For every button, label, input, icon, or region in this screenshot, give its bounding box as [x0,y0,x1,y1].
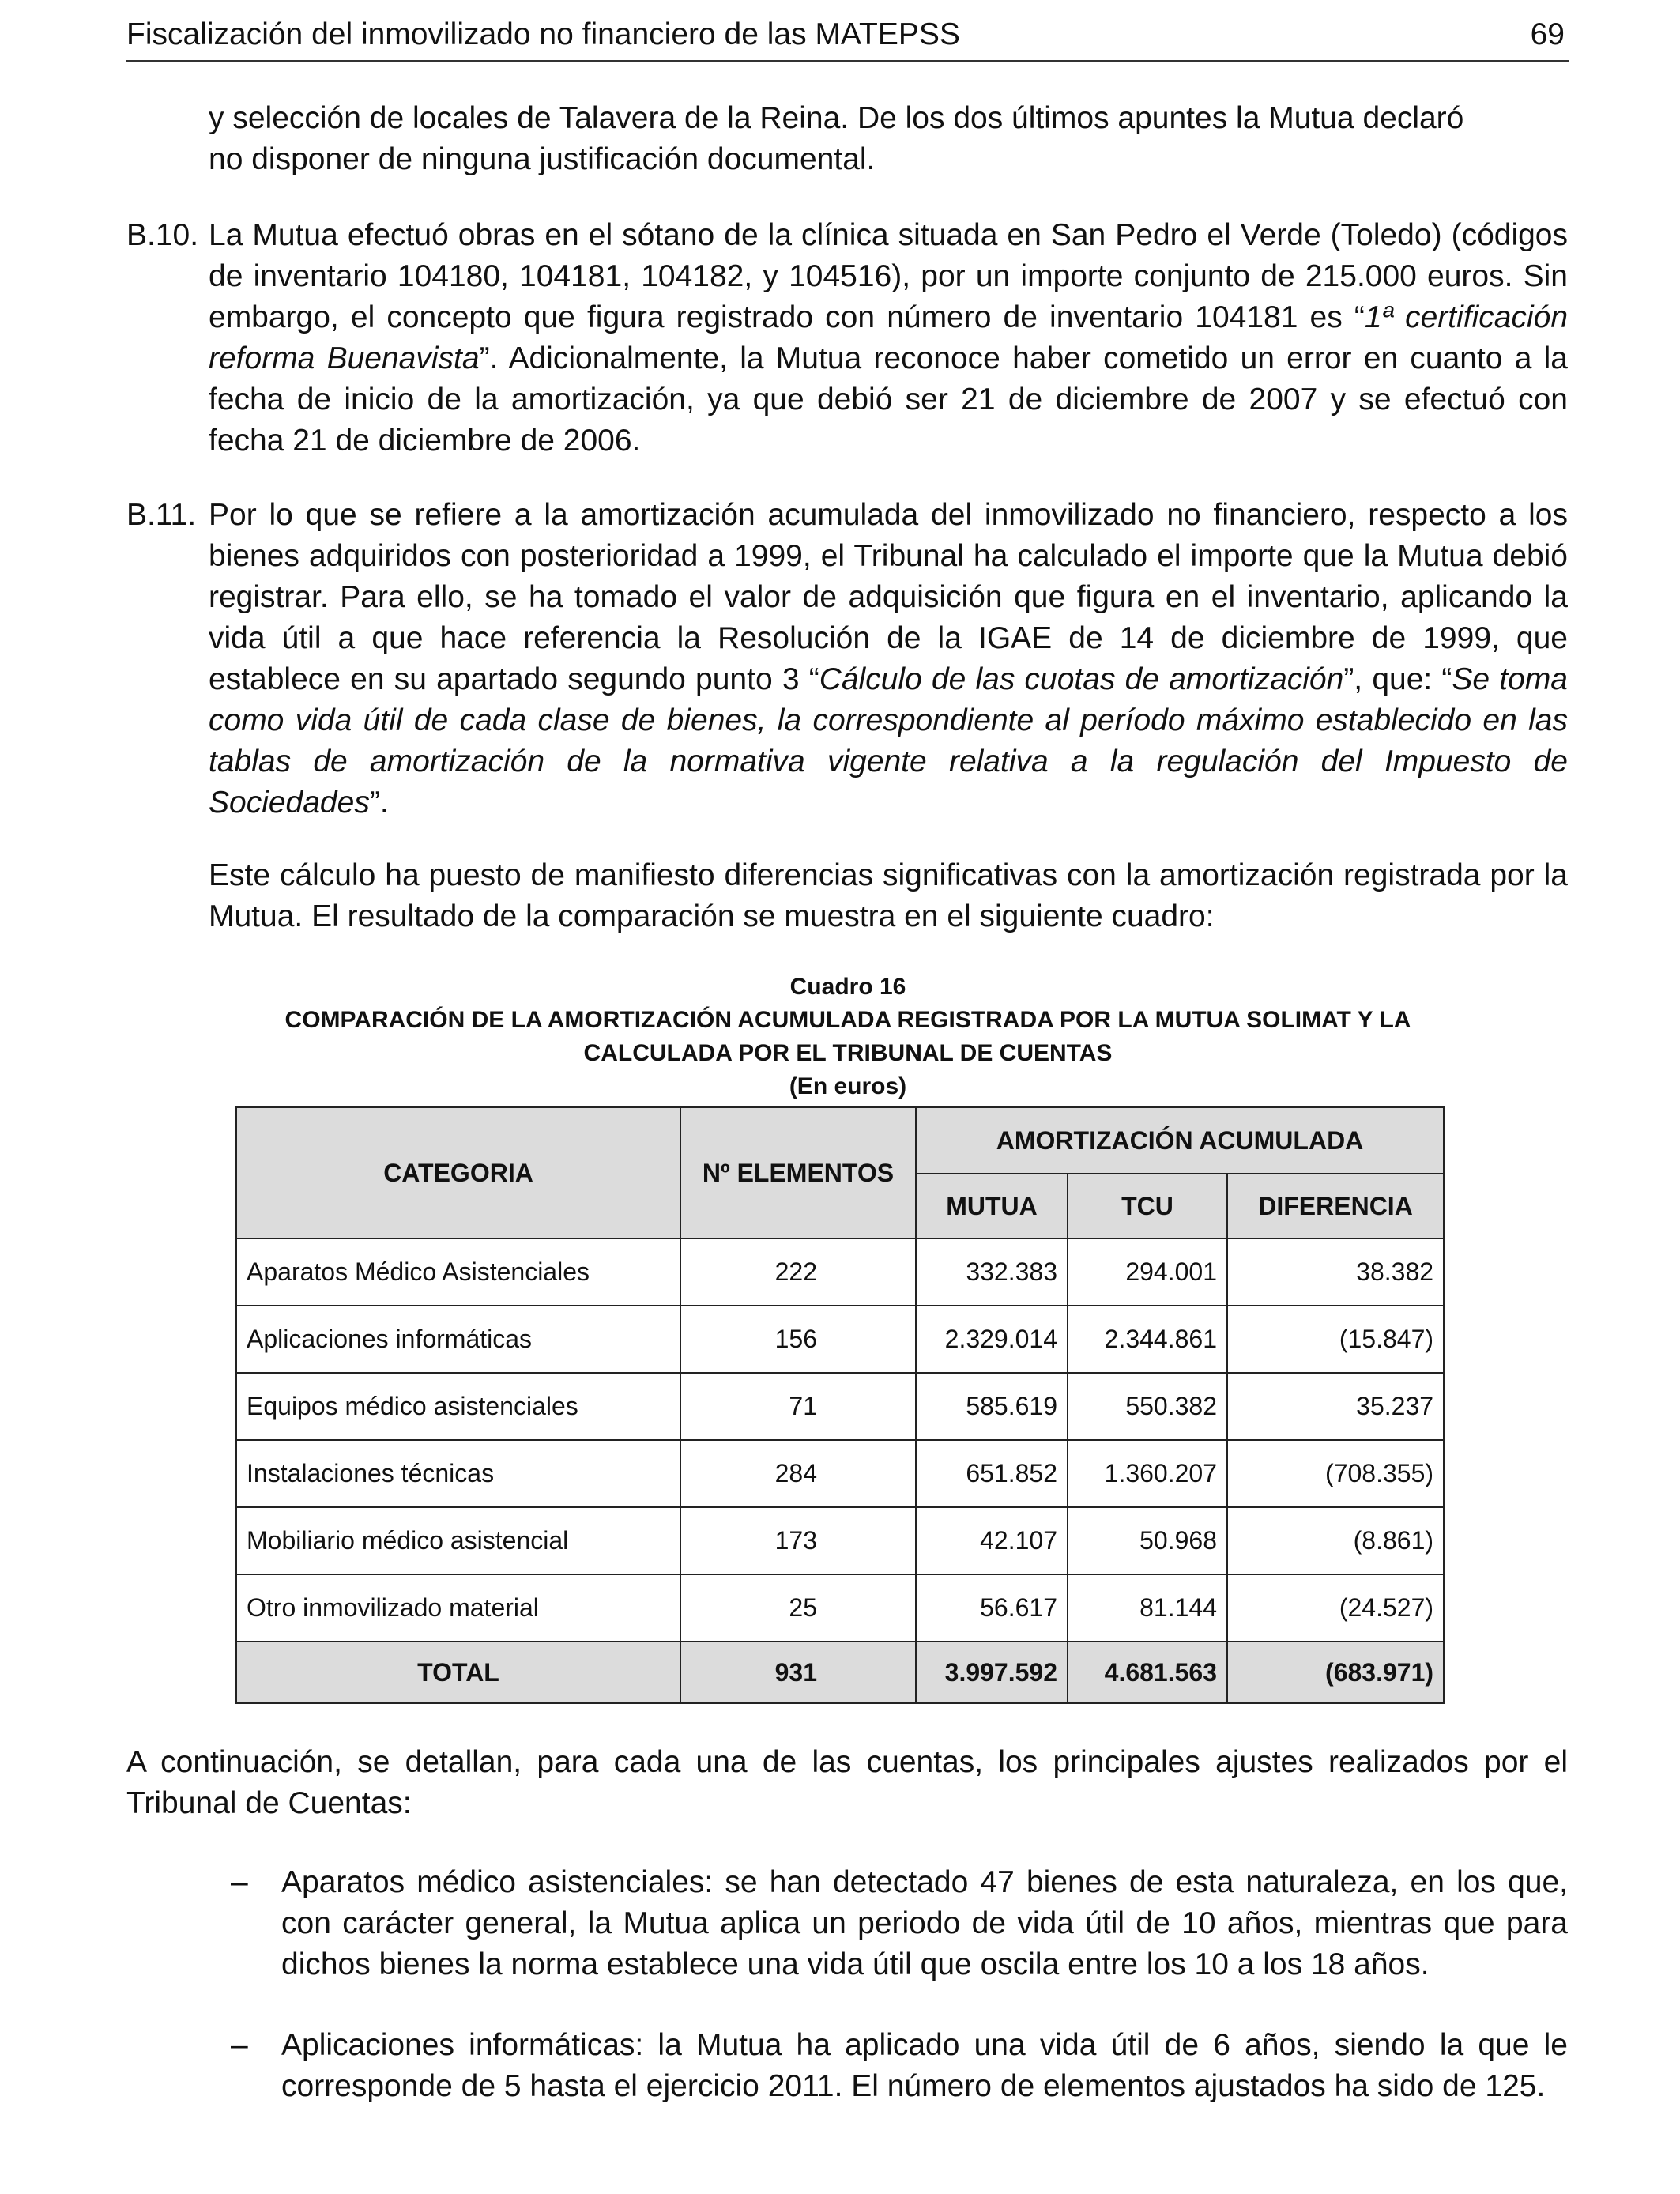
cell-categoria: Otro inmovilizado material [236,1574,680,1642]
table-row [236,1238,1444,1306]
b11-italic-1: Cálculo de las cuotas de amortización [819,662,1344,696]
intro-paragraph [209,98,1568,180]
table-row [236,1574,1444,1642]
b10-text-2: ”. Adicionalmente, la Mutua reconoce haber cometido un error en cuanto a la fecha de inicio de la amortización, ya que debió ser 21 de diciembre de 2007 y se efectuó con fecha 21 de diciembre de 2006. [209,341,1568,458]
cell-mutua: 651.852 [916,1440,1068,1507]
header-diferencia: DIFERENCIA [1227,1174,1444,1238]
header-title: Fiscalización del inmovilizado no financiero de las MATEPSS [126,17,960,51]
cell-diferencia: (708.355) [1227,1440,1444,1507]
table-row [236,1507,1444,1574]
header-tcu: TCU [1068,1174,1227,1238]
bullet-dash-1: – [231,1865,248,1899]
total-elementos: 931 [680,1642,916,1703]
total-tcu: 4.681.563 [1068,1642,1227,1703]
table-caption-units: (En euros) [789,1073,907,1099]
table-row [236,1440,1444,1507]
paragraph-followup: Este cálculo ha puesto de manifiesto diferencias significativas con la amortización registrada por la Mutua. El resultado de la comparación se muestra en el siguiente cuadro: [209,858,1568,933]
cell-mutua: 42.107 [916,1507,1068,1574]
cell-mutua: 56.617 [916,1574,1068,1642]
cell-tcu: 294.001 [1068,1238,1227,1306]
header-mutua: MUTUA [916,1174,1068,1238]
cell-diferencia: 38.382 [1227,1238,1444,1306]
paragraph-after-table: A continuación, se detallan, para cada una de las cuentas, los principales ajustes realizados por el Tribunal de Cuentas: [126,1745,1568,1820]
cell-mutua: 332.383 [916,1238,1068,1306]
cell-categoria: Aplicaciones informáticas [236,1306,680,1373]
cell-diferencia: 35.237 [1227,1373,1444,1440]
cell-mutua: 2.329.014 [916,1306,1068,1373]
amortization-comparison-table [235,1106,1445,1704]
cell-diferencia: (24.527) [1227,1574,1444,1642]
table-caption-number: Cuadro 16 [789,974,906,1000]
cell-tcu: 81.144 [1068,1574,1227,1642]
cell-diferencia: (8.861) [1227,1507,1444,1574]
b10-text-1: La Mutua efectuó obras en el sótano de la clínica situada en San Pedro el Verde (Toledo) (códigos de inventario 104180, 104181, 104182, y 104516), por un importe conjunto de 215.000 euros. Sin embargo, el concepto que figura registrado con número de inventario 104181 es “ [209,218,1568,334]
b11-text-1: Por lo que se refiere a la amortización acumulada del inmovilizado no financiero, respecto a los bienes adquiridos con posterioridad a 1999, el Tribunal ha calculado el importe que la Mutua debió registrar. Para ello, se ha tomado el valor de adquisición que figura en el inventario, aplicando la vida útil a que hace referencia la Resolución de la IGAE de 14 de diciembre de 1999, que establece en su apartado segundo punto 3 “ [209,498,1568,696]
table-total-row [236,1642,1444,1703]
cell-elementos: 71 [680,1373,916,1440]
cell-elementos: 173 [680,1507,916,1574]
paragraph-b11 [209,495,1568,824]
page-number: 69 [1530,17,1565,51]
bullet-dash-2: – [231,2028,248,2062]
section-label-b11: B.11. [126,498,197,532]
cell-categoria: Aparatos Médico Asistenciales [236,1238,680,1306]
table-row [236,1306,1444,1373]
cell-elementos: 284 [680,1440,916,1507]
section-label-b10: B.10. [126,218,199,252]
cell-tcu: 50.968 [1068,1507,1227,1574]
intro-line-2: no disponer de ninguna justificación documental. [209,142,876,176]
cell-elementos: 156 [680,1306,916,1373]
cell-categoria: Equipos médico asistenciales [236,1373,680,1440]
table-caption-title-2: CALCULADA POR EL TRIBUNAL DE CUENTAS [583,1040,1113,1066]
total-categoria: TOTAL [236,1642,680,1703]
paragraph-b10 [209,215,1568,462]
cell-tcu: 2.344.861 [1068,1306,1227,1373]
cell-tcu: 1.360.207 [1068,1440,1227,1507]
cell-mutua: 585.619 [916,1373,1068,1440]
b11-text-2: ”, que: “ [1343,662,1452,696]
cell-tcu: 550.382 [1068,1373,1227,1440]
b10-italic: 1ª certificación reforma Buenavista [209,300,1569,375]
cell-elementos: 25 [680,1574,916,1642]
table-row [236,1373,1444,1440]
header-amortizacion-group: AMORTIZACIÓN ACUMULADA [916,1107,1444,1174]
total-diferencia: (683.971) [1227,1642,1444,1703]
intro-line-1: y selección de locales de Talavera de la Reina. De los dos últimos apuntes la Mutua declaró [209,101,1464,135]
page-header [126,14,1569,62]
cell-elementos: 222 [680,1238,916,1306]
b11-italic-2: Se toma como vida útil de cada clase de bienes, la correspondiente al período máximo establecido en las tablas de amortización de la normativa vigente relativa a la regulación del Impuesto de Sociedades [209,662,1568,820]
bullet-item-1: Aparatos médico asistenciales: se han detectado 47 bienes de esta naturaleza, en los que, con carácter general, la Mutua aplica un periodo de vida útil de 10 años, mientras que para dichos bienes la norma establece una vida útil que oscila entre los 10 a los 18 años. [281,1865,1568,1981]
cell-diferencia: (15.847) [1227,1306,1444,1373]
table-caption-title-1: COMPARACIÓN DE LA AMORTIZACIÓN ACUMULADA REGISTRADA POR LA MUTUA SOLIMAT Y LA [284,1007,1411,1033]
b11-text-3: ”. [369,786,389,820]
total-mutua: 3.997.592 [916,1642,1068,1703]
cell-categoria: Mobiliario médico asistencial [236,1507,680,1574]
bullet-item-2: Aplicaciones informáticas: la Mutua ha aplicado una vida útil de 6 años, siendo la que le corresponde de 5 hasta el ejercicio 2011. El número de elementos ajustados ha sido de 125. [281,2028,1568,2103]
header-elementos: Nº ELEMENTOS [680,1107,916,1238]
header-categoria: CATEGORIA [236,1107,680,1238]
cell-categoria: Instalaciones técnicas [236,1440,680,1507]
